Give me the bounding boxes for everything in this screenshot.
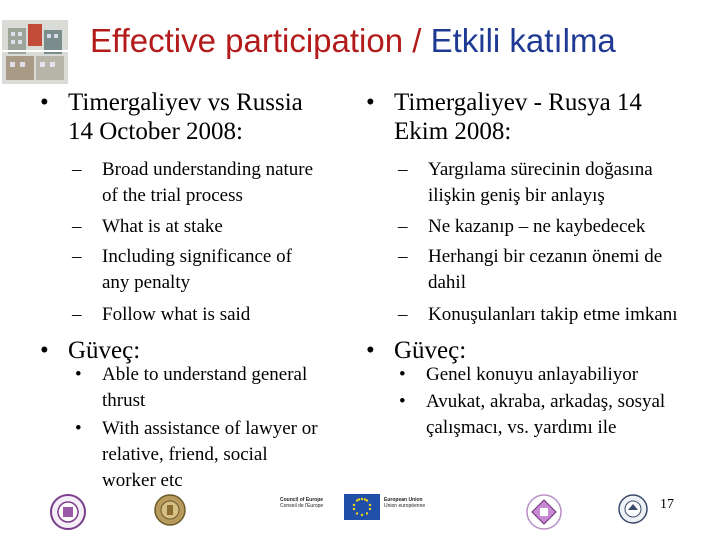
title-english: Effective participation / (90, 22, 431, 59)
page-number: 17 (660, 497, 674, 512)
european-union-logo: European Union Union européenne (384, 497, 426, 509)
bullet-icon: • (40, 89, 49, 116)
dash-bullet-icon: – (72, 246, 82, 267)
dash-bullet-icon: – (72, 159, 82, 180)
title-turkish: Etkili katılma (430, 22, 616, 59)
right-guvec-heading: • Güveç: (366, 337, 467, 364)
list-item: – Including significance of any penalty (72, 246, 292, 293)
left-heading (40, 88, 303, 146)
bullet-icon: • (399, 364, 406, 385)
dash-bullet-icon: – (398, 159, 408, 180)
dash-bullet-icon: – (398, 216, 408, 237)
list-item: – Yargılama sürecinin doğasına ilişkin geniş bir anlayış (398, 159, 653, 206)
list-item: – Ne kazanıp – ne kaybedecek (428, 214, 645, 240)
bullet-icon: • (75, 364, 82, 385)
left-heading-line2: 14 October 2008: (68, 118, 243, 145)
bullet-icon: • (366, 337, 375, 364)
list-item: – Herhangi bir cezanın önemi de dahil (398, 246, 663, 293)
bullet-icon: • (366, 89, 375, 116)
university-seal-icon (50, 494, 86, 535)
bullet-icon: • (75, 418, 82, 439)
list-item: – Broad understanding nature of the trial process (72, 159, 314, 206)
bullet-icon: • (40, 337, 49, 364)
right-heading-line1: Timergaliyev - Rusya 14 (394, 89, 642, 116)
partner-emblem-icon (526, 494, 562, 535)
right-heading-line2: Ekim 2008: (394, 118, 512, 145)
list-item: • Genel konuyu anlayabiliyor (426, 362, 638, 388)
list-item: • Able to understand general thrust (75, 364, 308, 411)
building-photo-logo (2, 20, 68, 84)
list-item: – What is at stake (102, 214, 223, 240)
left-heading-line1: Timergaliyev vs Russia (68, 89, 303, 116)
list-item: – Follow what is said (102, 302, 250, 328)
dash-bullet-icon: – (72, 216, 82, 237)
eu-flag-icon (344, 494, 380, 525)
dash-bullet-icon: – (72, 304, 82, 325)
list-item: – Konuşulanları takip etme imkanı (428, 302, 678, 328)
right-heading (366, 88, 642, 146)
court-emblem-icon (154, 494, 186, 531)
dash-bullet-icon: – (398, 246, 408, 267)
list-item: • With assistance of lawyer or relative, friend, social worker etc (75, 418, 318, 491)
bullet-icon: • (399, 391, 406, 412)
council-of-europe-logo: Council of Europe Conseil de l'Europe (280, 497, 324, 509)
institution-seal-icon (618, 494, 648, 529)
left-guvec-heading: • Güveç: (40, 337, 141, 364)
dash-bullet-icon: – (398, 304, 408, 325)
slide-title (90, 22, 710, 60)
list-item: • Avukat, akraba, arkadaş, sosyal çalışmacı, vs. yardımı ile (399, 391, 666, 438)
